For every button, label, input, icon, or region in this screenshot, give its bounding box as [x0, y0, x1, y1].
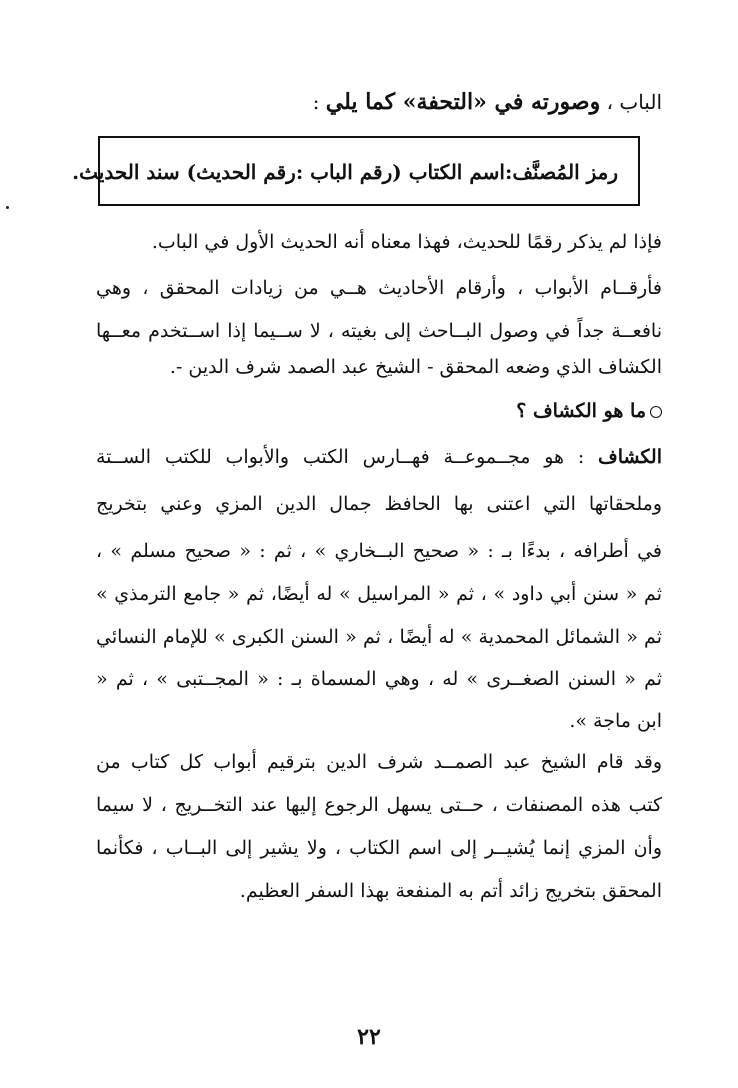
paragraph-line: كتب هذه المصنفات ، حــتى يسهل الرجوع إليها عند التخــريج ، لا سيما: [96, 794, 662, 816]
page-number: ٢٢: [357, 1024, 381, 1050]
paragraph-line: في أطرافه ، بدءًا بـ : « صحيح البــخاري » ، ثم : « صحيح مسلم » ،: [96, 540, 662, 562]
citation-format-box: [72, 136, 640, 206]
paragraph-line: وقد قام الشيخ عبد الصمــد شرف الدين بترقيم أبواب كل كتاب من: [96, 751, 662, 773]
paragraph-line: ثم « الشمائل المحمدية » له أيضًا ، ثم « السنن الكبرى » للإمام النسائي: [96, 626, 662, 648]
paragraph-line: ثم « سنن أبي داود » ، ثم « المراسيل » له أيضًا، ثم « جامع الترمذي »: [96, 583, 662, 605]
intro-suffix: :: [312, 90, 326, 114]
section-intro-line: [313, 84, 662, 120]
intro-prefix: الباب ،: [600, 90, 662, 114]
section-question: [96, 394, 662, 428]
scan-speck: [6, 206, 9, 209]
paragraph-line: وأن المزي إنما يُشيــر إلى اسم الكتاب ، ولا يشير إلى البــاب ، فكأنما: [96, 837, 662, 859]
paragraph-line: المحقق بتخريج زائد أتم به المنفعة بهذا السفر العظيم.: [239, 880, 662, 902]
definition-text: : هو مجــموعــة فهــارس الكتب والأبواب للكتب الســتة: [96, 446, 598, 468]
intro-bold-text: وصورته في «التحفة» كما يلي: [325, 89, 601, 115]
paragraph-line: الكشاف الذي وضعه المحقق - الشيخ عبد الصمد شرف الدين -.: [169, 356, 662, 378]
paragraph-line: فإذا لم يذكر رقمًا للحديث، فهذا معناه أنه الحديث الأول في الباب.: [151, 231, 662, 253]
paragraph-line: فأرقــام الأبواب ، وأرقام الأحاديث هــي من زيادات المحقق ، وهي: [96, 277, 662, 299]
paragraph-line: [96, 440, 662, 474]
circle-bullet-icon: [650, 406, 662, 418]
citation-format-text: رمز المُصنَّف:اسم الكتاب (رقم الباب :رقم الحديث) سند الحديث.: [72, 160, 618, 184]
paragraph-line: ثم « السنن الصغــرى » له ، وهي المسماة بـ : « المجــتبى » ، ثم «: [96, 668, 662, 690]
paragraph-line: وملحقاتها التي اعتنى بها الحافظ جمال الدين المزي وعني بتخريج: [96, 493, 662, 515]
paragraph-line: نافعــة جداً في وصول البــاحث إلى بغيته ، لا ســيما إذا اســتخدم معــها: [96, 320, 662, 342]
paragraph-line: ابن ماجة ».: [569, 710, 662, 732]
term-kashshaf: الكشاف: [598, 446, 662, 468]
question-text: ما هو الكشاف ؟: [516, 400, 646, 422]
